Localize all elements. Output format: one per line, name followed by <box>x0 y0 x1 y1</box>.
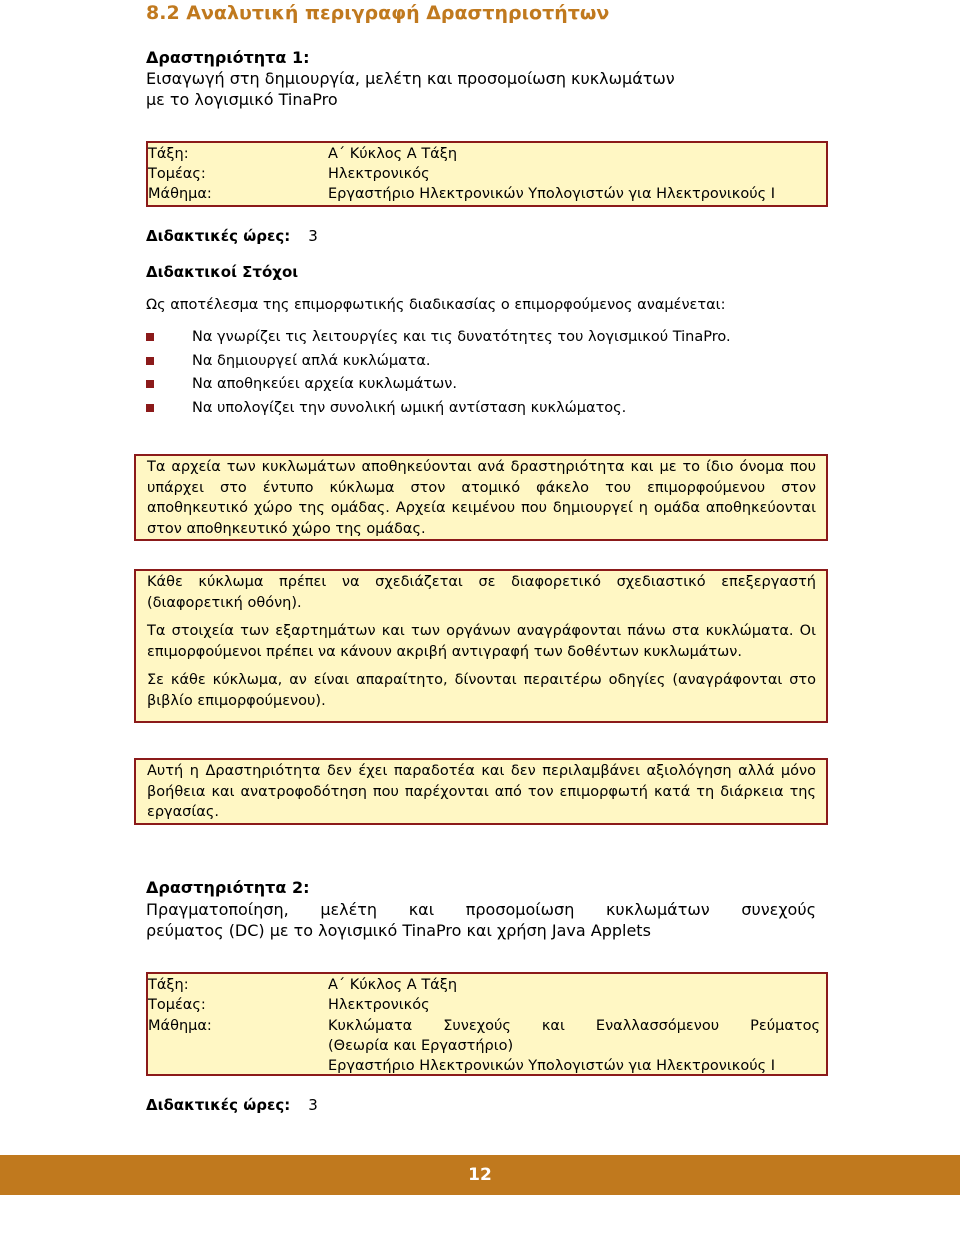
activity2-heading: Δραστηριότητα 2: <box>146 878 310 897</box>
note-text: Σε κάθε κύκλωμα, αν είναι απαραίτητο, δίνονται περαιτέρω οδηγίες (αναγράφονται στο βιβλίο επιμορφούμενου). <box>147 672 816 709</box>
note-text: Κάθε κύκλωμα πρέπει να σχεδιάζεται σε διαφορετικό σχεδιαστικό επεξεργαστή (διαφορετική οθόνη). <box>147 574 816 611</box>
page-number: 12 <box>468 1165 492 1185</box>
activity1-title-line1: Εισαγωγή στη δημιουργία, μελέτη και προσομοίωση κυκλωμάτων <box>146 69 675 88</box>
note-text: Τα αρχεία των κυκλωμάτων αποθηκεύονται ανά δραστηριότητα και με το ίδιο όνομα που υπάρχει στο έντυπο κύκλωμα στον ατομικό φάκελο του επιμορφούμενου στον αποθηκευτικό χώρο της ομάδας. Αρχεία κειμένου που δημιουργεί η ομάδα αποθηκεύονται στον αποθηκευτικό χώρο της ομάδας. <box>147 459 816 537</box>
taxi-value: Α΄ Κύκλος Α Τάξη <box>328 146 458 162</box>
activity1-hours <box>146 226 318 246</box>
list-item <box>146 397 731 421</box>
page-footer <box>0 1155 960 1195</box>
info-row-mathima-cont <box>148 1036 826 1056</box>
taxi-value: Α΄ Κύκλος Α Τάξη <box>328 977 458 993</box>
list-item <box>146 373 731 397</box>
section-title: 8.2 Αναλυτική περιγραφή Δραστηριοτήτων <box>146 2 610 24</box>
taxi-label: Τάξη: <box>148 977 189 993</box>
mathima-value: Εργαστήριο Ηλεκτρονικών Υπολογιστών για Ηλεκτρονικούς Ι <box>328 186 775 202</box>
activity1-heading: Δραστηριότητα 1: <box>146 48 310 67</box>
tomeas-value: Ηλεκτρονικός <box>328 997 430 1013</box>
goals-list <box>146 326 731 420</box>
info-label-empty <box>148 1056 328 1076</box>
info-row-mathima <box>148 184 826 204</box>
note-text: Αυτή η Δραστηριότητα δεν έχει παραδοτέα και δεν περιλαμβάνει αξιολόγηση αλλά μόνο βοήθεια και ανατροφοδότηση που παρέχονται από τον επιμορφωτή κατά τη διάρκεια της εργασίας. <box>147 763 816 820</box>
taxi-label: Τάξη: <box>148 146 189 162</box>
activity1-info-table <box>146 141 828 207</box>
hours-label: Διδακτικές ώρες: <box>146 227 291 245</box>
note-box-evaluation <box>134 758 828 825</box>
info-row-tomeas <box>148 995 826 1015</box>
mathima-value-line1: Κυκλώματα Συνεχούς και Εναλλασσόμενου Ρεύματος <box>328 1018 820 1034</box>
hours-value: 3 <box>308 227 318 245</box>
bullet-square-icon <box>146 404 154 412</box>
note-text: Τα στοιχεία των εξαρτημάτων και των οργάνων αναγράφονται πάνω στα κυκλώματα. Οι επιμορφούμενοι πρέπει να κάνουν ακριβή αντιγραφή των δοθέντων κυκλωμάτων. <box>147 623 816 660</box>
list-item <box>146 326 731 350</box>
activity2-title-line1: Πραγματοποίηση, μελέτη και προσομοίωση κυκλωμάτων συνεχούς <box>146 900 816 919</box>
activity2-info-table <box>146 972 828 1076</box>
info-row-mathima <box>148 1016 826 1036</box>
info-row-mathima-cont <box>148 1056 826 1076</box>
bullet-square-icon <box>146 380 154 388</box>
activity2-title-line2: ρεύματος (DC) με το λογισμικό TinaPro και χρήση Java Applets <box>146 921 651 940</box>
mathima-value-line3: Εργαστήριο Ηλεκτρονικών Υπολογιστών για Ηλεκτρονικούς Ι <box>328 1058 775 1074</box>
goal-text: Να αποθηκεύει αρχεία κυκλωμάτων. <box>192 376 457 392</box>
note-box-files <box>134 454 828 541</box>
hours-label: Διδακτικές ώρες: <box>146 1096 291 1114</box>
info-row-taxi <box>148 144 826 164</box>
goals-intro: Ως αποτέλεσμα της επιμορφωτικής διαδικασίας ο επιμορφούμενος αναμένεται: <box>146 297 726 313</box>
activity2-hours <box>146 1095 318 1115</box>
bullet-square-icon <box>146 333 154 341</box>
info-label-empty <box>148 1036 328 1056</box>
tomeas-label: Τομέας: <box>148 166 206 182</box>
tomeas-label: Τομέας: <box>148 997 206 1013</box>
info-row-taxi <box>148 975 826 995</box>
list-item <box>146 350 731 374</box>
mathima-value-line2: (Θεωρία και Εργαστήριο) <box>328 1038 514 1054</box>
info-row-tomeas <box>148 164 826 184</box>
goals-heading: Διδακτικοί Στόχοι <box>146 263 299 281</box>
bullet-square-icon <box>146 357 154 365</box>
mathima-label: Μάθημα: <box>148 1018 212 1034</box>
goal-text: Να γνωρίζει τις λειτουργίες και τις δυνατότητες του λογισμικού TinaPro. <box>192 329 731 345</box>
tomeas-value: Ηλεκτρονικός <box>328 166 430 182</box>
goal-text: Να δημιουργεί απλά κυκλώματα. <box>192 352 431 369</box>
note-box-circuits <box>134 569 828 723</box>
hours-value: 3 <box>308 1096 318 1114</box>
goal-text: Να υπολογίζει την συνολική ωμική αντίσταση κυκλώματος. <box>192 399 627 416</box>
activity1-title-line2: με το λογισμικό TinaPro <box>146 90 338 109</box>
mathima-label: Μάθημα: <box>148 186 212 202</box>
